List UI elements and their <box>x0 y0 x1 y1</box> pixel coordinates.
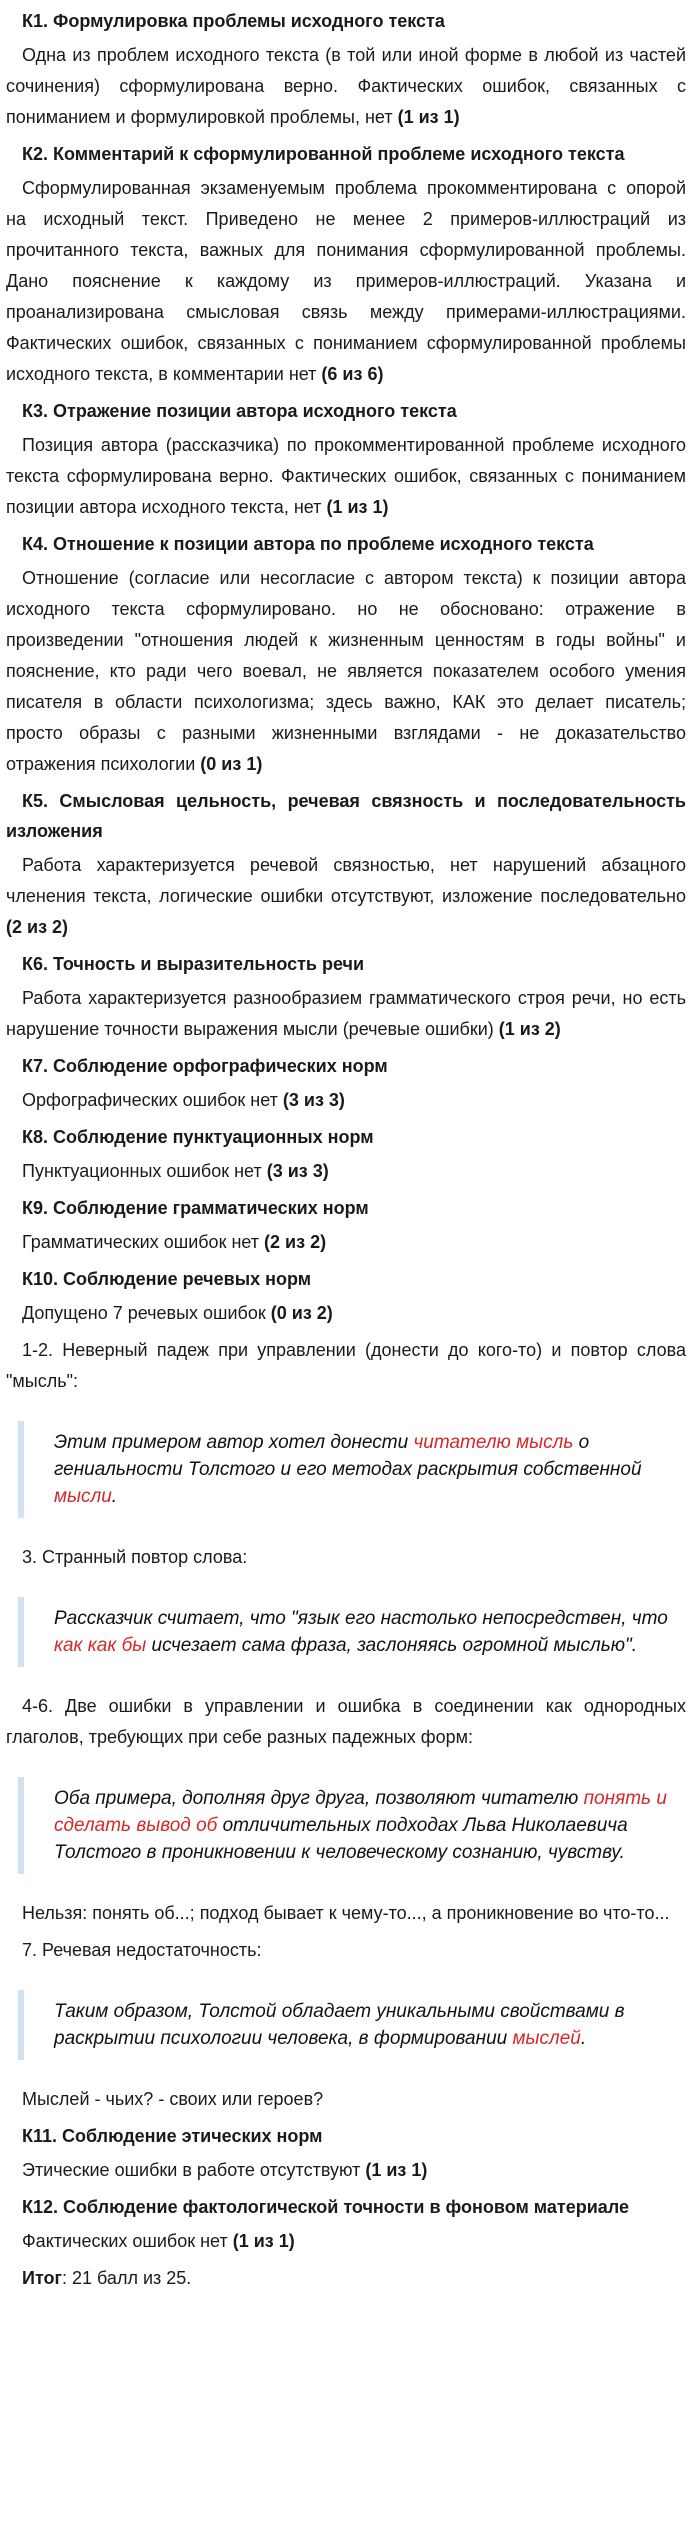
criterion-text: Пунктуационных ошибок нет (3 из 3) <box>22 1161 329 1181</box>
criterion-text: Этические ошибки в работе отсутствуют (1 из 1) <box>22 2160 428 2180</box>
criterion-title: К1. Формулировка проблемы исходного текста <box>22 11 445 31</box>
total-label: Итог <box>22 2268 63 2288</box>
criterion-text: Грамматических ошибок нет (2 из 2) <box>22 1232 327 1252</box>
error-item-intro: 1-2. Неверный падеж при управлении (донести до кого-то) и повтор слова "мысль": <box>6 1340 686 1391</box>
quote-block: Таким образом, Толстой обладает уникальными свойствами в раскрытии психологии человека, в формировании мыслей. <box>18 1990 686 2060</box>
criterion-title: К2. Комментарий к сформулированной проблеме исходного текста <box>22 144 625 164</box>
criterion-score: (1 из 1) <box>232 2231 295 2251</box>
quote-block: Оба примера, дополняя друг друга, позволяют читателю понять и сделать вывод об отличительных подходах Льва Николаевича Толстого в проникновении к человеческому сознанию, чувству. <box>18 1777 686 1874</box>
quote-block: Этим примером автор хотел донести читателю мысль о гениальности Толстого и его методах раскрытия собственной мысли. <box>18 1421 686 1518</box>
criterion-title: К6. Точность и выразительность речи <box>22 954 365 974</box>
criterion-text: Одна из проблем исходного текста (в той или иной форме в любой из частей сочинения) сформулирована верно. Фактических ошибок, связанных с пониманием и формулировкой проблемы, нет (1 из 1) <box>6 45 686 127</box>
criterion-text: Орфографических ошибок нет (3 из 3) <box>22 1090 345 1110</box>
criterion-text: Работа характеризуется разнообразием грамматического строя речи, но есть нарушение точности выражения мысли (речевые ошибки) (1 из 2) <box>6 988 686 1039</box>
error-highlight: мыслей <box>512 2028 581 2049</box>
error-note: Нельзя: понять об...; подход бывает к чему-то..., а проникновение во что-то... <box>22 1903 670 1923</box>
criterion-score: (1 из 2) <box>498 1019 561 1039</box>
error-note: Мыслей - чьих? - своих или героев? <box>22 2089 324 2109</box>
error-highlight: понять и сделать вывод об <box>54 1788 667 1836</box>
criterion-title: К3. Отражение позиции автора исходного текста <box>22 401 457 421</box>
quote-block: Рассказчик считает, что "язык его настолько непосредствен, что как как бы исчезает сама фраза, заслоняясь огромной мыслью". <box>18 1597 686 1667</box>
criterion-title: К4. Отношение к позиции автора по проблеме исходного текста <box>22 534 594 554</box>
criterion-score: (2 из 2) <box>264 1232 327 1252</box>
criterion-score: (6 из 6) <box>321 364 384 384</box>
error-highlight: читателю мысль <box>413 1432 574 1453</box>
criterion-text: Отношение (согласие или несогласие с автором текста) к позиции автора исходного текста сформулировано. но не обосновано: отражение в произведении "отношения людей к жизненным ценностям в годы войны" и пояснение, кто ради чего воевал, не является показателем особого умения писателя в области психологизма; здесь важно, КАК это делает писатель; просто образы с разными жизненными взглядами - не доказательство отражения психологии (0 из 1) <box>6 568 686 774</box>
criterion-score: (0 из 2) <box>270 1303 333 1323</box>
criterion-score: (0 из 1) <box>200 754 263 774</box>
criterion-title: К9. Соблюдение грамматических норм <box>22 1198 369 1218</box>
criterion-score: (1 из 1) <box>365 2160 428 2180</box>
total-score: Итог: 21 балл из 25. <box>22 2268 192 2288</box>
criterion-score: (3 из 3) <box>266 1161 329 1181</box>
error-highlight: мысли <box>54 1486 112 1507</box>
criterion-title: К12. Соблюдение фактологической точности в фоновом материале <box>22 2197 629 2217</box>
criterion-score: (1 из 1) <box>397 107 460 127</box>
error-item-intro: 7. Речевая недостаточность: <box>22 1940 262 1960</box>
criterion-title: К7. Соблюдение орфографических норм <box>22 1056 388 1076</box>
criterion-title: К5. Смысловая цельность, речевая связность и последовательность изложения <box>6 791 686 841</box>
error-item-intro: 4-6. Две ошибки в управлении и ошибка в соединении как однородных глаголов, требующих при себе разных падежных форм: <box>6 1696 686 1747</box>
criterion-score: (2 из 2) <box>6 917 69 937</box>
criterion-text: Работа характеризуется речевой связностью, нет нарушений абзацного членения текста, логические ошибки отсутствуют, изложение последовательно (2 из 2) <box>6 855 686 937</box>
criterion-score: (1 из 1) <box>326 497 389 517</box>
criterion-text: Сформулированная экзаменуемым проблема прокомментирована с опорой на исходный текст. Приведено не менее 2 примеров-иллюстраций из прочитанного текста, важных для понимания сформулированной проблемы. Дано пояснение к каждому из примеров-иллюстраций. Указана и проанализирована смысловая связь между примерами-иллюстрациями. Фактических ошибок, связанных с пониманием сформулированной проблемы исходного текста, в комментарии нет (6 из 6) <box>6 178 686 384</box>
error-highlight: как как бы <box>54 1635 147 1656</box>
criterion-title: К11. Соблюдение этических норм <box>22 2126 323 2146</box>
criterion-text: Допущено 7 речевых ошибок (0 из 2) <box>22 1303 333 1323</box>
criterion-score: (3 из 3) <box>282 1090 345 1110</box>
criterion-text: Фактических ошибок нет (1 из 1) <box>22 2231 295 2251</box>
error-item-intro: 3. Странный повтор слова: <box>22 1547 248 1567</box>
essay-review <box>0 6 690 2294</box>
criterion-text: Позиция автора (рассказчика) по прокомментированной проблеме исходного текста сформулирована верно. Фактических ошибок, связанных с пониманием позиции автора исходного текста, нет (1 из 1) <box>6 435 686 517</box>
criterion-title: К10. Соблюдение речевых норм <box>22 1269 312 1289</box>
criterion-title: К8. Соблюдение пунктуационных норм <box>22 1127 374 1147</box>
